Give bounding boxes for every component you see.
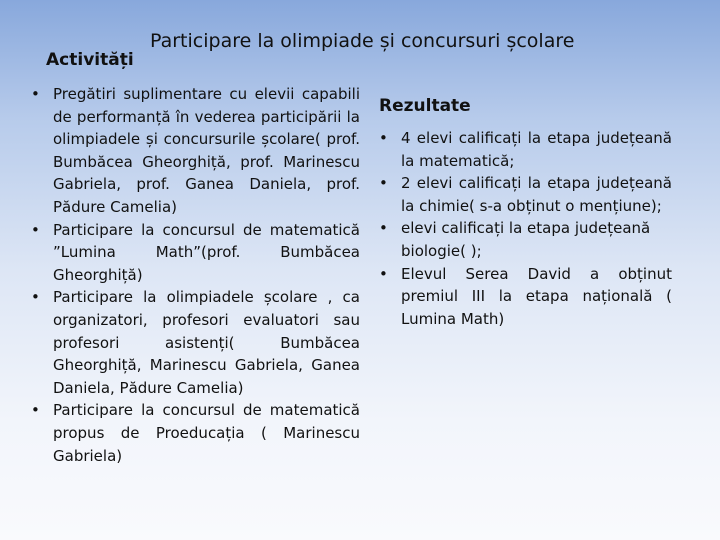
list-item: • elevi calificați la etapa județeană biologie( );	[375, 217, 672, 262]
list-item: • Participare la concursul de matematică propus de Proeducația ( Marinescu Gabriela)	[27, 399, 360, 467]
activities-list	[27, 83, 360, 467]
list-item: • Elevul Serea David a obținut premiul III la etapa națională ( Lumina Math)	[375, 263, 672, 331]
results-heading: Rezultate	[379, 96, 471, 116]
list-item: • 4 elevi calificați la etapa județeană la matematică;	[375, 127, 672, 172]
activities-heading: Activități	[46, 50, 134, 70]
list-item: • 2 elevi calificați la etapa județeană la chimie( s-a obținut o mențiune);	[375, 172, 672, 217]
results-list	[375, 127, 672, 330]
list-item: • Participare la olimpiadele școlare , ca organizatori, profesori evaluatori sau profesori asistenți( Bumbăcea Gheorghiță, Marinescu Gabriela, Ganea Daniela, Pădure Camelia)	[27, 286, 360, 399]
list-item: • Participare la concursul de matematică ”Lumina Math”(prof. Bumbăcea Gheorghiță)	[27, 219, 360, 287]
list-item: • Pregătiri suplimentare cu elevii capabili de performanță în vederea participării la olimpiadele și concursurile școlare( prof. Bumbăcea Gheorghiță, prof. Marinescu Gabriela, prof. Ganea Daniela, prof. Pădure Camelia)	[27, 83, 360, 219]
slide-title: Participare la olimpiade și concursuri școlare	[150, 30, 575, 52]
